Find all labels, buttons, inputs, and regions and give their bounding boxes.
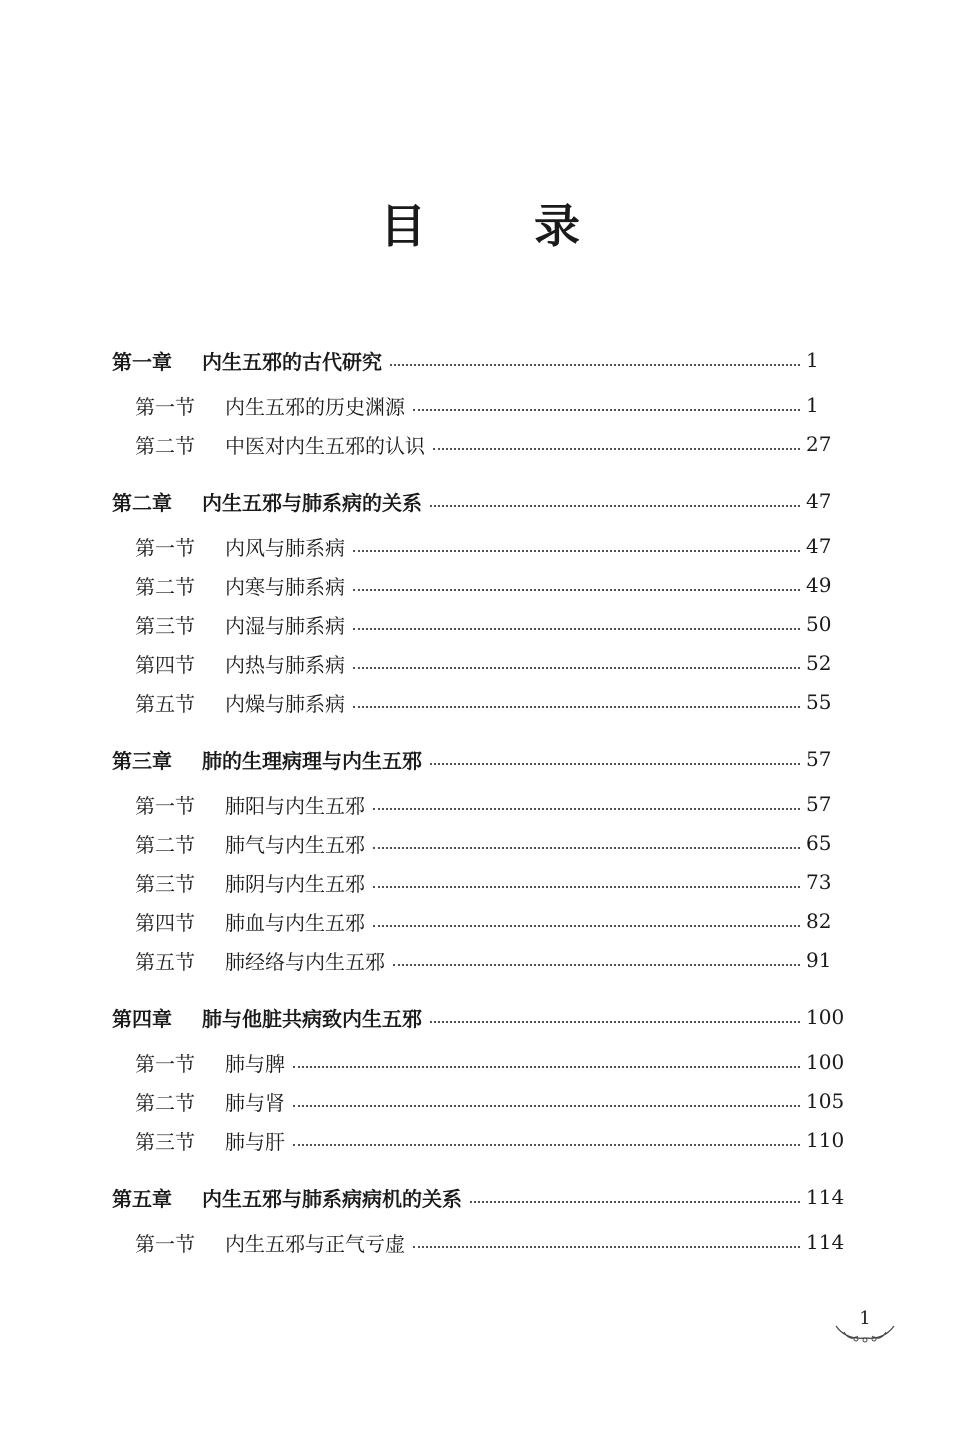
section-number: 第一节 [135,1231,195,1256]
toc-chapter-row [0,743,960,775]
dot-leader [430,503,800,507]
section-title: 肺与肾 [225,1090,285,1115]
section-title: 中医对内生五邪的认识 [225,433,425,458]
section-title: 肺与脾 [225,1051,285,1076]
section-title: 内生五邪的历史渊源 [225,394,405,419]
section-title: 肺经络与内生五邪 [225,949,385,974]
dot-leader [373,845,800,849]
page-number: 105 [806,1089,845,1113]
section-number: 第二节 [135,433,195,458]
section-title: 内热与肺系病 [225,652,345,677]
section-number: 第二节 [135,832,195,857]
page-number: 47 [806,534,832,558]
chapter-title: 肺的生理病理与内生五邪 [202,748,422,773]
toc-chapter-row [0,1181,960,1213]
dot-leader [293,1103,800,1107]
toc-chapter-row [0,1001,960,1033]
section-number: 第一节 [135,793,195,818]
section-title: 内寒与肺系病 [225,574,345,599]
toc-section-row [0,530,960,562]
toc-section-row [0,686,960,718]
page-number: 65 [806,831,832,855]
page-number: 82 [806,909,832,933]
toc-section-row [0,569,960,601]
section-number: 第三节 [135,1129,195,1154]
section-title: 肺阴与内生五邪 [225,871,365,896]
section-number: 第五节 [135,949,195,974]
dot-leader [373,884,800,888]
toc-section-row [0,1226,960,1258]
toc-section-row [0,428,960,460]
chapter-number: 第四章 [112,1006,172,1031]
dot-leader [470,1199,800,1203]
dot-leader [393,962,800,966]
section-title: 内风与肺系病 [225,535,345,560]
dot-leader [373,806,800,810]
section-title: 肺阳与内生五邪 [225,793,365,818]
toc-chapter-row [0,344,960,376]
section-title: 肺气与内生五邪 [225,832,365,857]
page-number: 55 [806,690,832,714]
ornament-icon [832,1322,898,1344]
toc-section-row [0,647,960,679]
section-number: 第一节 [135,535,195,560]
toc-chapter-row [0,485,960,517]
page-number: 114 [806,1185,845,1209]
section-number: 第一节 [135,1051,195,1076]
toc-section-row [0,827,960,859]
section-number: 第三节 [135,871,195,896]
toc-section-row [0,389,960,421]
page-number: 57 [806,792,832,816]
page-number: 100 [806,1050,845,1074]
page-number: 50 [806,612,832,636]
page-number: 27 [806,432,832,456]
section-number: 第一节 [135,394,195,419]
dot-leader [353,626,800,630]
chapter-title: 内生五邪与肺系病的关系 [202,490,422,515]
footer-page-number: 1 [859,1308,871,1329]
dot-leader [413,1244,800,1248]
page-title: 目 录 [379,199,626,253]
section-number: 第五节 [135,691,195,716]
section-number: 第三节 [135,613,195,638]
toc-section-row [0,1124,960,1156]
dot-leader [293,1142,800,1146]
toc-section-row [0,905,960,937]
section-number: 第四节 [135,652,195,677]
page-number: 57 [806,747,832,771]
chapter-title: 内生五邪与肺系病病机的关系 [202,1186,462,1211]
chapter-number: 第五章 [112,1186,172,1211]
page-number: 73 [806,870,832,894]
page-number: 114 [806,1230,845,1254]
dot-leader [390,362,800,366]
dot-leader [353,704,800,708]
section-title: 内燥与肺系病 [225,691,345,716]
section-title: 内湿与肺系病 [225,613,345,638]
chapter-title: 肺与他脏共病致内生五邪 [202,1006,422,1031]
dot-leader [353,548,800,552]
dot-leader [413,407,800,411]
section-title: 肺与肝 [225,1129,285,1154]
page-number: 110 [806,1128,845,1152]
toc-section-row [0,608,960,640]
page-number: 91 [806,948,832,972]
page-number: 49 [806,573,832,597]
dot-leader [430,761,800,765]
section-number: 第二节 [135,1090,195,1115]
page-number: 52 [806,651,832,675]
toc-section-row [0,1046,960,1078]
toc-section-row [0,1085,960,1117]
toc-section-row [0,944,960,976]
chapter-title: 内生五邪的古代研究 [202,349,382,374]
toc-section-row [0,788,960,820]
dot-leader [353,665,800,669]
page-number: 1 [806,348,819,372]
page-number: 47 [806,489,832,513]
chapter-number: 第三章 [112,748,172,773]
section-title: 内生五邪与正气亏虚 [225,1231,405,1256]
section-title: 肺血与内生五邪 [225,910,365,935]
section-number: 第四节 [135,910,195,935]
chapter-number: 第二章 [112,490,172,515]
page-number: 100 [806,1005,845,1029]
page-number: 1 [806,393,819,417]
toc-section-row [0,866,960,898]
dot-leader [433,446,800,450]
chapter-number: 第一章 [112,349,172,374]
dot-leader [373,923,800,927]
dot-leader [430,1019,800,1023]
section-number: 第二节 [135,574,195,599]
dot-leader [353,587,800,591]
dot-leader [293,1064,800,1068]
